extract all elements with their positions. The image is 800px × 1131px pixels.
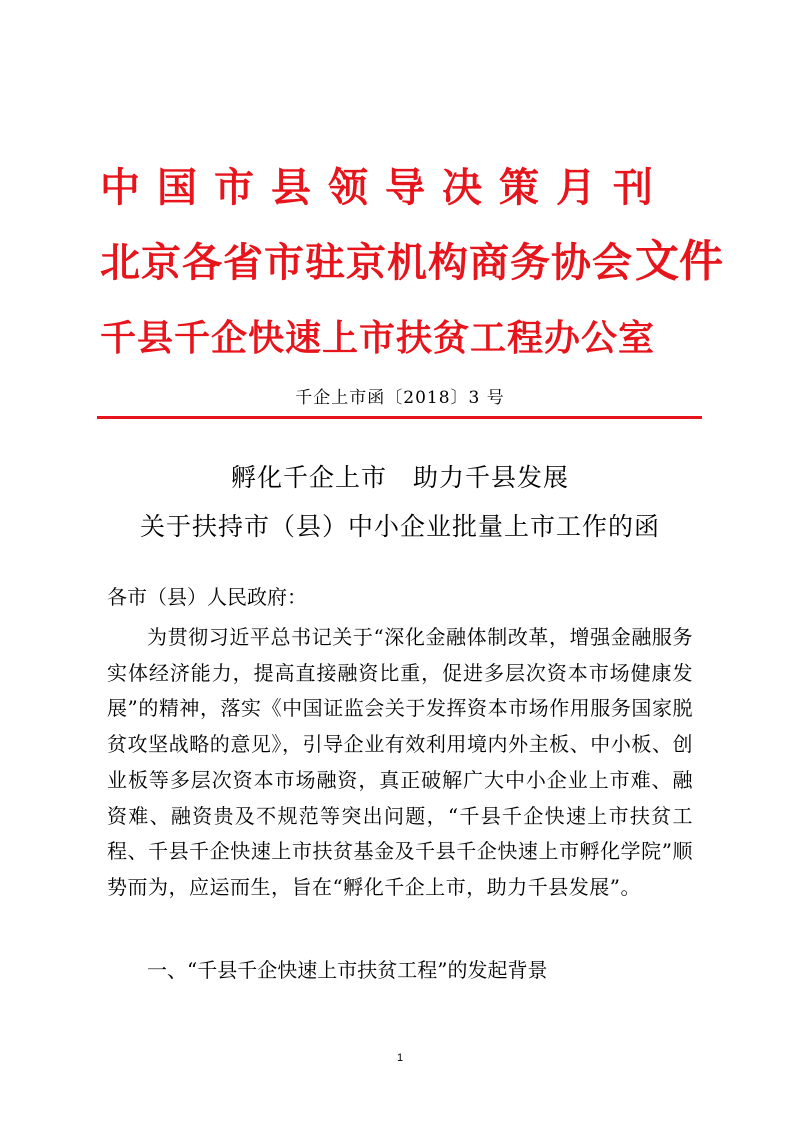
issuer-line-3: 千县千企快速上市扶贫工程办公室 xyxy=(100,318,656,359)
document-title-line-1: 孵化千企上市 助力千县发展 xyxy=(230,463,569,492)
salutation: 各市（县）人民政府： xyxy=(107,585,307,609)
header-divider xyxy=(97,416,702,419)
section-heading: 一、“千县千企快速上市扶贫工程”的发起背景 xyxy=(147,958,548,982)
issuer-line-1: 中国市县领导决策月刊 xyxy=(100,165,670,211)
body-paragraph: 为贯彻习近平总书记关于“深化金融体制改革，增强金融服务实体经济能力，提高直接融资比重，促进多层次资本市场健康发展”的精神，落实《中国证监会关于发挥资本市场作用服务国家脱贫攻坚战略的意见》，引导企业有效利用境内外主板、中小板、创业板等多层次资本市场融资，真正破解广大中小企业上市难、融资难、融资贵及不规范等突出问题，“千县千企快速上市扶贫工程、千县千企快速上市扶贫基金及千县千企快速上市孵化学院”顺势而为，应运而生，旨在“孵化千企上市，助力千县发展”。 xyxy=(107,625,693,899)
issuer-line-2: 北京各省市驻京机构商务协会 xyxy=(100,240,633,286)
document-title-line-2: 关于扶持市（县）中小企业批量上市工作的函 xyxy=(139,512,660,541)
page-number: 1 xyxy=(396,1052,404,1064)
document-tag: 文件 xyxy=(635,236,723,287)
document-number: 千企上市函〔2018〕3 号 xyxy=(295,388,505,408)
